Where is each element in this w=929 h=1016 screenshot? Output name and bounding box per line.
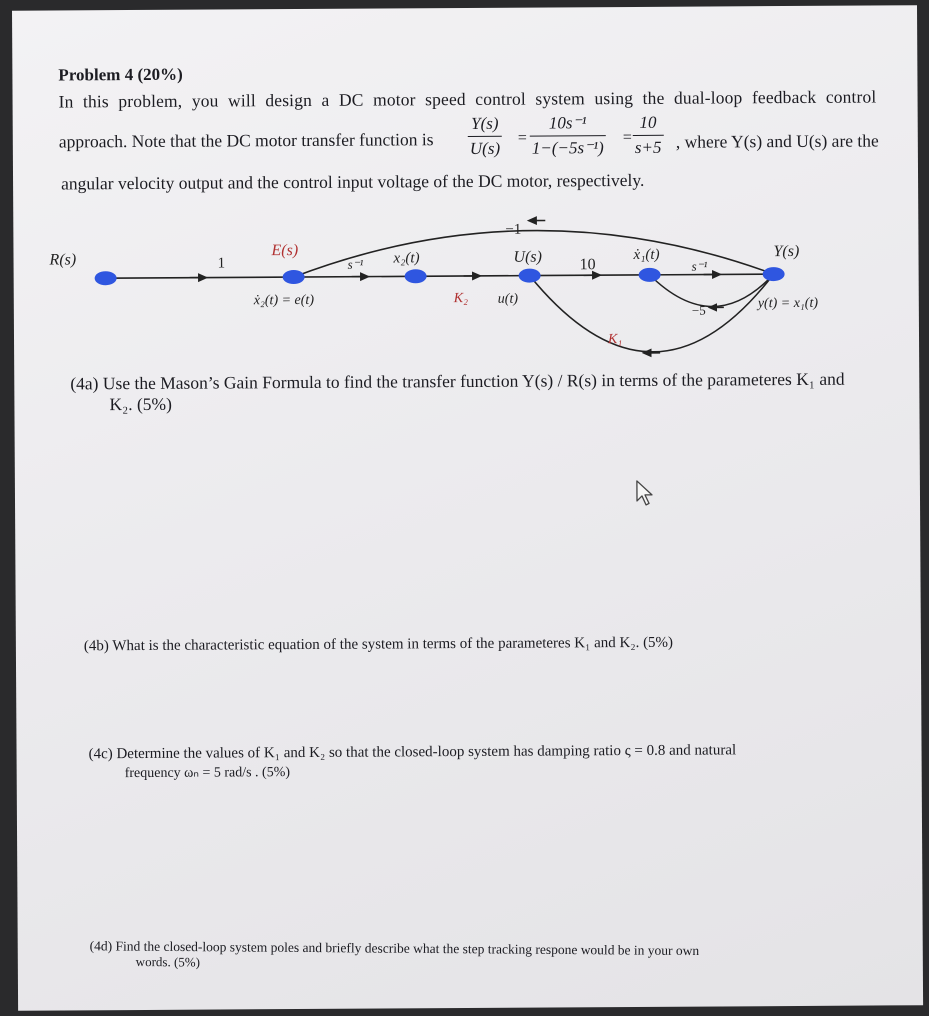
fraction-bar [530, 135, 606, 136]
node-label-x2: x₂(t) [393, 250, 420, 267]
node-x2 [405, 269, 427, 283]
gain-label-k2: K₂ [453, 290, 469, 307]
fraction-denominator: s+5 [634, 137, 662, 157]
node-e [283, 270, 305, 284]
equals-sign: = [517, 129, 527, 147]
question-4a-line-1: (4a) Use the Mason’s Gain Formula to find the transfer function Y(s) / R(s) in terms of the parameteres K₁ and [70, 368, 845, 394]
gain-label-k1: K₁ [607, 332, 623, 348]
intro-line-1: In this problem, you will design a DC motor speed control system using the dual-loop feedback control [58, 86, 877, 112]
question-4c-line-1: (4c) Determine the values of K₁ and K₂ so that the closed-loop system has damping ratio ς = 0.8 and natural [88, 742, 737, 763]
gain-label-ten: 10 [579, 256, 596, 274]
gain-label-integrator-2: s⁻¹ [691, 258, 708, 274]
intro-line-3: angular velocity output and the control input voltage of the DC motor, respectively. [61, 169, 645, 194]
exam-page [12, 5, 923, 1011]
question-4c-line-2: frequency ωₙ = 5 rad/s . (5%) [124, 765, 291, 782]
node-label-r: R(s) [49, 251, 77, 269]
fraction-bar [468, 136, 502, 137]
fraction-numerator: 10 [639, 112, 657, 132]
fraction-loop-form [530, 113, 606, 158]
fraction-numerator: Y(s) [471, 113, 499, 133]
signal-label-e: ẋ₂(t) = e(t) [253, 292, 315, 309]
node-y [763, 267, 785, 281]
gain-label-minus-five: −5 [691, 302, 706, 318]
intro-line-2-end: , where Y(s) and U(s) are the [675, 130, 879, 152]
mouse-pointer-icon [635, 479, 657, 512]
fraction-y-over-u [468, 114, 502, 159]
node-label-x1dot: ẋ₁(t) [633, 246, 660, 263]
question-4b: (4b) What is the characteristic equation of the system in terms of the parameteres K₁ and K₂. (5%) [83, 634, 674, 655]
gain-label-one: 1 [217, 255, 226, 272]
fraction-denominator: 1−(−5s⁻¹) [531, 138, 604, 158]
fraction-final-form [633, 113, 664, 158]
question-4a-line-2: K₂. (5%) [109, 393, 172, 415]
question-4d-line-2: words. (5%) [135, 954, 201, 970]
branch-feedback-minus-five [650, 274, 774, 307]
fraction-numerator: 10s⁻¹ [548, 113, 587, 133]
equals-sign: = [622, 128, 632, 147]
gain-label-integrator-1: s⁻¹ [347, 256, 364, 272]
node-label-u: U(s) [513, 248, 543, 266]
signal-label-y: y(t) = x₁(t) [757, 295, 819, 312]
node-u [519, 269, 541, 283]
intro-line-2-start: approach. Note that the DC motor transfer function is [58, 129, 434, 152]
problem-heading: Problem 4 (20%) [58, 64, 183, 85]
node-label-e: E(s) [271, 242, 299, 260]
branch-feedback-k1 [530, 274, 774, 352]
question-4d-line-1: (4d) Find the closed-loop system poles and briefly describe what the step tracking respone would be in your own [89, 938, 700, 959]
node-x1dot [639, 268, 661, 282]
fraction-bar [633, 135, 664, 136]
node-label-y: Y(s) [773, 242, 800, 261]
signal-label-u: u(t) [497, 291, 519, 307]
fraction-denominator: U(s) [469, 138, 501, 158]
signal-flow-graph [49, 202, 834, 367]
node-r [95, 271, 117, 285]
gain-label-minus-one: −1 [505, 221, 522, 238]
transfer-function-formula [468, 113, 668, 166]
